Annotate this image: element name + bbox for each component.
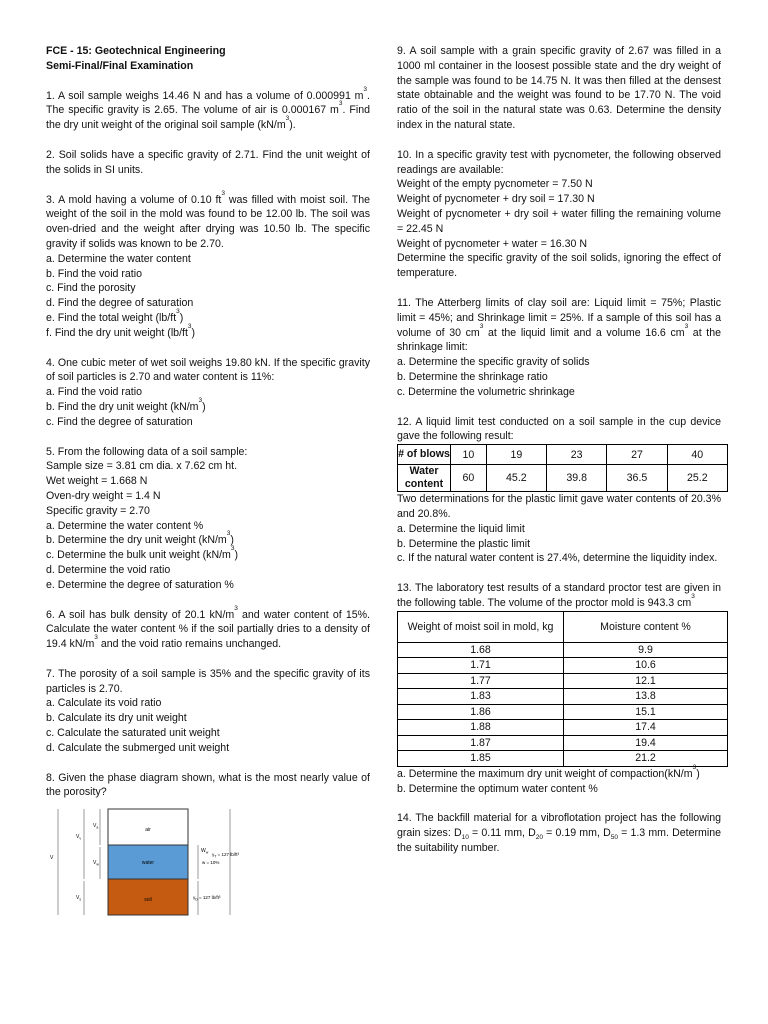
question-4-item: a. Find the void ratio <box>46 386 142 399</box>
question-10-line: Weight of pycnometer + dry soil = 17.30 N <box>397 193 595 206</box>
table-cell: 40 <box>667 445 727 465</box>
table-cell: 1.71 <box>398 658 564 674</box>
question-5-item: a. Determine the water content % <box>46 519 204 532</box>
table-cell: 1.87 <box>398 735 564 751</box>
table-cell: 19.4 <box>564 735 728 751</box>
table-cell: 1.85 <box>398 751 564 767</box>
table-cell: 15.1 <box>564 704 728 720</box>
table-row <box>398 445 728 465</box>
question-5-item: d. Determine the void ratio <box>46 563 171 576</box>
question-5-item: e. Determine the degree of saturation % <box>46 578 234 591</box>
question-7-item: b. Calculate its dry unit weight <box>46 712 187 725</box>
question-10-end: Determine the specific gravity of the soil solids, ignoring the effect of temperature. <box>397 252 721 280</box>
question-12-item: a. Determine the liquid limit <box>397 522 525 535</box>
question-4-item: c. Find the degree of saturation <box>46 415 193 428</box>
question-5: 5. From the following data of a soil sample: <box>46 445 248 458</box>
table-row <box>398 751 728 767</box>
water-content-label: w = 10% <box>202 860 220 866</box>
exam-subtitle: Semi-Final/Final Examination <box>46 59 194 72</box>
table-cell: 1.68 <box>398 642 564 658</box>
table-cell: 27 <box>607 445 667 465</box>
liquid-limit-table <box>397 444 728 492</box>
question-6: 6. A soil has bulk density of 20.1 $kN/m^3$ and water content of 15%. Calculate the water content % if the soil partially dries to a density of 19.4 $kN/m^3$ and the void ratio remains unchanged. <box>46 604 370 651</box>
question-4: 4. One cubic meter of wet soil weighs 19.80 kN. If the specific gravity of soil particles is 2.70 and water content is 11%: <box>46 356 370 384</box>
table-cell: 36.5 <box>607 465 667 492</box>
soil-label: soil <box>144 897 152 904</box>
table-cell: 1.77 <box>398 673 564 689</box>
question-5-line: Sample size = 3.81 cm dia. x 7.62 cm ht. <box>46 460 238 473</box>
table-row <box>398 658 728 674</box>
question-9: 9. A soil sample with a grain specific gravity of 2.67 was filled in a 1000 ml container in the loosest possible state and the dry weight of the sample was found to be 14.75 N. It was then filled at the densest state obtainable and the weight was found to be 17.70 N. The void ratio of the soil in the natural state was 0.63. Determine the density index in the natural state. <box>397 45 721 131</box>
question-10-line: Weight of pycnometer + water = 16.30 N <box>397 237 588 250</box>
question-7-item: a. Calculate its void ratio <box>46 697 162 710</box>
table-cell: 10.6 <box>564 658 728 674</box>
table-cell: 17.4 <box>564 720 728 736</box>
question-10-line: Weight of pycnometer + dry soil + water filling the remaining volume = 22.45 N <box>397 207 721 235</box>
table-cell: 45.2 <box>486 465 546 492</box>
table-cell: 25.2 <box>667 465 727 492</box>
table-cell: 19 <box>486 445 546 465</box>
table-cell: 12.1 <box>564 673 728 689</box>
question-13-item: b. Determine the optimum water content % <box>397 782 598 795</box>
question-5-line: Specific gravity = 2.70 <box>46 504 150 517</box>
table-row <box>398 720 728 736</box>
table-row <box>398 465 728 492</box>
table-cell: 39.8 <box>547 465 607 492</box>
table-header: Water content <box>398 465 451 492</box>
question-2: 2. Soil solids have a specific gravity of 2.71. Find the unit weight of the solids in SI units. <box>46 148 370 176</box>
table-cell: 60 <box>451 465 487 492</box>
question-7-item: d. Calculate the submerged unit weight <box>46 741 230 754</box>
gamma-dry-label: $\gamma_D = 127$ lb/ft³ <box>193 895 221 902</box>
table-cell: 1.88 <box>398 720 564 736</box>
table-cell: 1.83 <box>398 689 564 705</box>
table-row <box>398 642 728 658</box>
question-10: 10. In a specific gravity test with pycnometer, the following observed readings are available: <box>397 148 721 176</box>
question-3-item: c. Find the porosity <box>46 282 136 295</box>
question-5-item: b. Determine the dry unit weight $(kN/m^3)$ <box>46 530 234 547</box>
question-11-item: b. Determine the shrinkage ratio <box>397 370 548 383</box>
gamma-total-label: $\gamma_T = 127$ lb/ft³ <box>212 852 240 859</box>
proctor-table <box>397 611 728 767</box>
exam-course-title: FCE - 15: Geotechnical Engineering <box>46 45 226 57</box>
question-5-item: c. Determine the bulk unit weight $(kN/m^3)$ <box>46 545 239 562</box>
question-11-item: a. Determine the specific gravity of solids <box>397 356 590 369</box>
question-5-line: Wet weight = 1.668 N <box>46 475 148 488</box>
ww-label: $W_w$ <box>201 848 209 855</box>
va-label: $V_a$ <box>93 823 99 830</box>
phase-diagram <box>48 806 268 934</box>
question-10-line: Weight of the empty pycnometer = 7.50 N <box>397 178 593 191</box>
left-column <box>46 44 370 937</box>
question-5-line: Oven-dry weight = 1.4 N <box>46 489 161 502</box>
table-row <box>398 704 728 720</box>
question-13-item: a. Determine the maximum dry unit weight of $compaction(kN/m^3)$ <box>397 763 700 780</box>
question-1: 1. A soil sample weighs 14.46 N and has a volume of 0.000991 $m^3$. The specific gravity is 2.65. The volume of air is 0.000167 $m^3$. Find the dry unit weight of the original soil sample $(kN/m^3)$. <box>46 85 370 132</box>
question-3: 3. A mold having a volume of 0.10 $ft^3$ was filled with moist soil. The weight of the soil in the mold was found to be 12.00 lb. The soil was oven-dried and the weight after drying was 10.50 lb. The specific gravity if solids was known to be 2.70. <box>46 189 370 250</box>
table-header: # of blows <box>398 445 451 465</box>
question-11: 11. The Atterberg limits of clay soil are: Liquid limit = 75%; Plastic limit = 45%; and Shrinkage limit = 25%. If a sample of this soil has a volume of 30 $cm^3$ at the liquid limit and a volume 16.6 $cm^3$ at the shrinkage limit: <box>397 296 721 354</box>
table-cell: 13.8 <box>564 689 728 705</box>
table-cell: 21.2 <box>564 751 728 767</box>
table-row <box>398 673 728 689</box>
question-12-item: b. Determine the plastic limit <box>397 537 531 550</box>
question-12: 12. A liquid limit test conducted on a soil sample in the cup device gave the following result: <box>397 415 721 443</box>
vv-label: $V_v$ <box>76 834 82 841</box>
table-cell: 9.9 <box>564 642 728 658</box>
vs-label: $V_s$ <box>76 895 82 902</box>
question-3-item: b. Find the void ratio <box>46 267 142 280</box>
question-3-item: e. Find the total weight $(lb/ft^3)$ <box>46 307 184 324</box>
table-header: Weight of moist soil in mold, kg <box>398 611 564 642</box>
question-14: 14. The backfill material for a vibroflotation project has the following grain sizes: $D_{10} = 0.11$ mm, $D_{20} = 0.19$ mm, $D_{50} = 1.3$ mm. Determine the suitability number. <box>397 812 721 854</box>
table-cell: 10 <box>451 445 487 465</box>
right-column <box>397 44 721 856</box>
question-11-item: c. Determine the volumetric shrinkage <box>397 385 575 398</box>
question-7: 7. The porosity of a soil sample is 35% and the specific gravity of its particles is 2.70. <box>46 667 370 695</box>
table-cell: 1.86 <box>398 704 564 720</box>
question-12-after: Two determinations for the plastic limit gave water contents of 20.3% and 20.8%. <box>397 493 721 520</box>
question-13: 13. The laboratory test results of a standard proctor test are given in the following table. The volume of the proctor mold is 943.3 $cm^3$ <box>397 582 721 609</box>
table-row <box>398 735 728 751</box>
air-label: air <box>145 827 151 834</box>
question-3-item: d. Find the degree of saturation <box>46 297 194 310</box>
question-4-item: b. Find the dry unit weight $(kN/m^3)$ <box>46 396 206 413</box>
vw-label: $V_w$ <box>93 860 99 867</box>
table-cell: 23 <box>547 445 607 465</box>
question-3-item: f. Find the dry unit weight $(lb/ft^3)$ <box>46 322 196 339</box>
question-3-item: a. Determine the water content <box>46 252 191 265</box>
table-header: Moisture content % <box>564 611 728 642</box>
question-7-item: c. Calculate the saturated unit weight <box>46 727 220 740</box>
question-12-item: c. If the natural water content is 27.4%, determine the liquidity index. <box>397 552 718 565</box>
v-total-label: V <box>50 855 54 862</box>
question-8: 8. Given the phase diagram shown, what is the most nearly value of the porosity? <box>46 771 370 799</box>
table-row <box>398 689 728 705</box>
table-row <box>398 611 728 642</box>
water-label: water <box>141 860 155 867</box>
